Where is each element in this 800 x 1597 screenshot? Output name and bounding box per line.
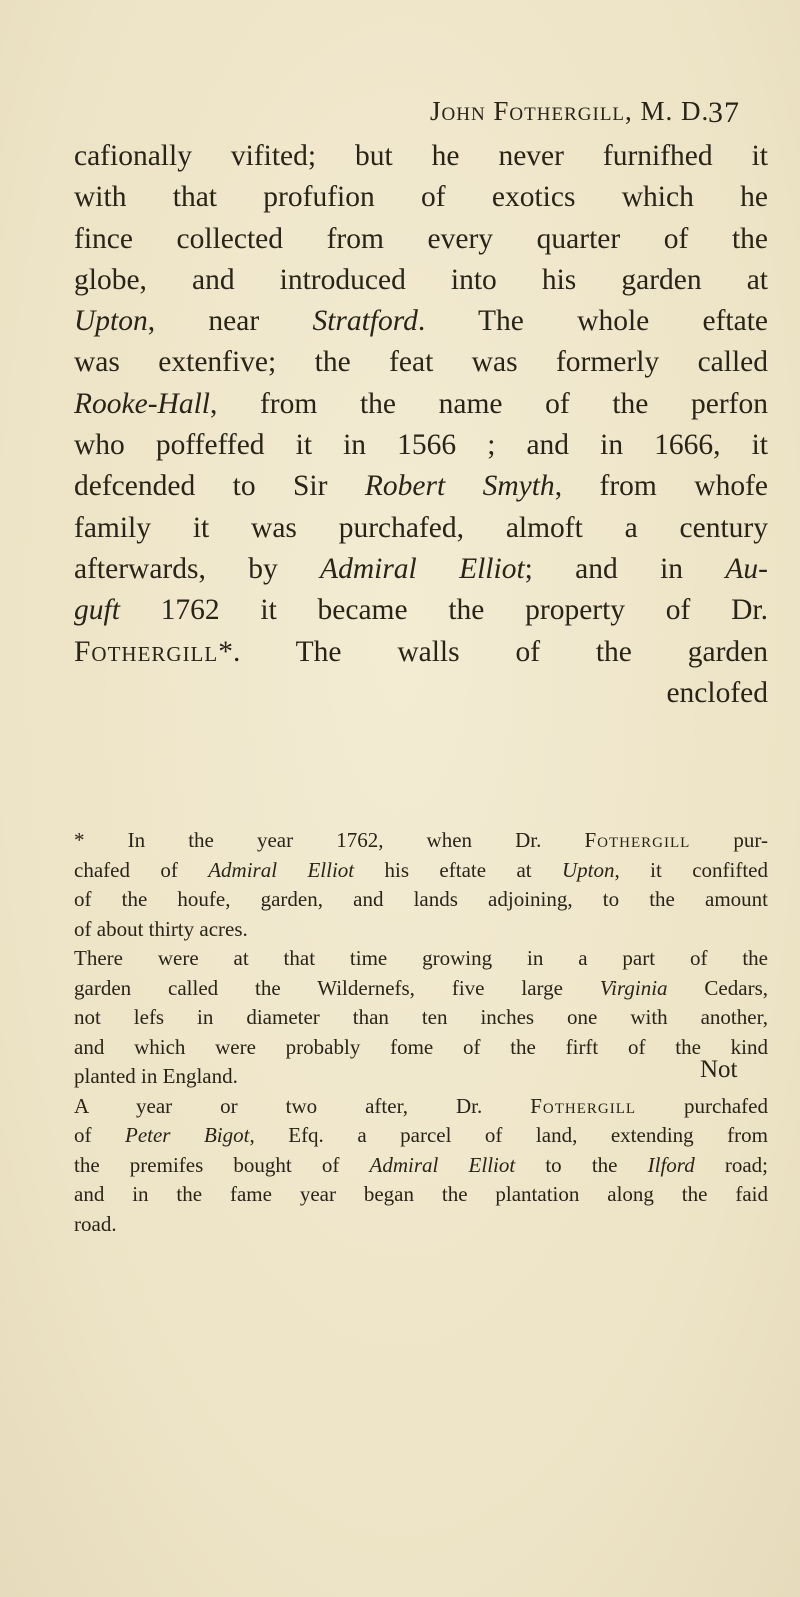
page-number: 37 (708, 96, 740, 129)
footnote-line: A year or two after, Dr. Fothergill purchafed (74, 1093, 768, 1118)
text-line: Upton, near Stratford. The whole eftate (74, 305, 769, 338)
text-line: enclofed (666, 676, 768, 709)
running-head-title: John Fothergill, M. D. (430, 96, 710, 126)
text-line: Rooke-Hall, from the name of the perfon (74, 387, 768, 420)
footnote (74, 826, 768, 1239)
text-line: fince collected from every quarter of the (74, 222, 768, 255)
footnote-line: not lefs in diameter than ten inches one with another, (74, 1005, 768, 1029)
footnote-line: of the houfe, garden, and lands adjoining, to the amount (74, 887, 768, 911)
footnote-line: and in the fame year began the plantation along the faid (74, 1182, 768, 1206)
footnote-line: * In the year 1762, when Dr. Fothergill pur- (74, 828, 768, 852)
text-line: with that profufion of exotics which he (74, 181, 768, 214)
footnote-line: of Peter Bigot, Efq. a parcel of land, extending from (74, 1123, 768, 1147)
footnote-line: the premifes bought of Admiral Elliot to the Ilford road; (74, 1152, 768, 1177)
footnote-line: garden called the Wildernefs, five large Virginia Cedars, (74, 975, 768, 1000)
footnote-line: of about thirty acres. (74, 916, 248, 941)
text-line: cafionally vifited; but he never furnifhed it (74, 140, 768, 172)
text-line: was extenfive; the feat was formerly called (74, 346, 768, 379)
text-line: guft 1762 it became the property of Dr. (74, 594, 768, 627)
text-line: who poffeffed it in 1566 ; and in 1666, it (74, 429, 768, 462)
footnote-line: There were at that time growing in a part of the (74, 946, 768, 970)
footnote-line: planted in England. (74, 1064, 238, 1088)
footnote-line: chafed of Admiral Elliot his eftate at Upton, it confifted (74, 857, 769, 882)
running-head (430, 96, 770, 127)
text-line: afterwards, by Admiral Elliot; and in Au- (74, 552, 768, 585)
text-line: globe, and introduced into his garden at (74, 263, 768, 296)
text-line: Fothergill*. The walls of the garden (74, 635, 768, 668)
catchword: Not (700, 1056, 738, 1083)
main-text (74, 136, 768, 714)
footnote-line: and which were probably fome of the firft of the kind (74, 1034, 768, 1059)
footnote-line: road. (74, 1211, 117, 1236)
text-line: defcended to Sir Robert Smyth, from whofe (74, 470, 768, 503)
text-line: family it was purchafed, almoft a century (74, 511, 768, 544)
